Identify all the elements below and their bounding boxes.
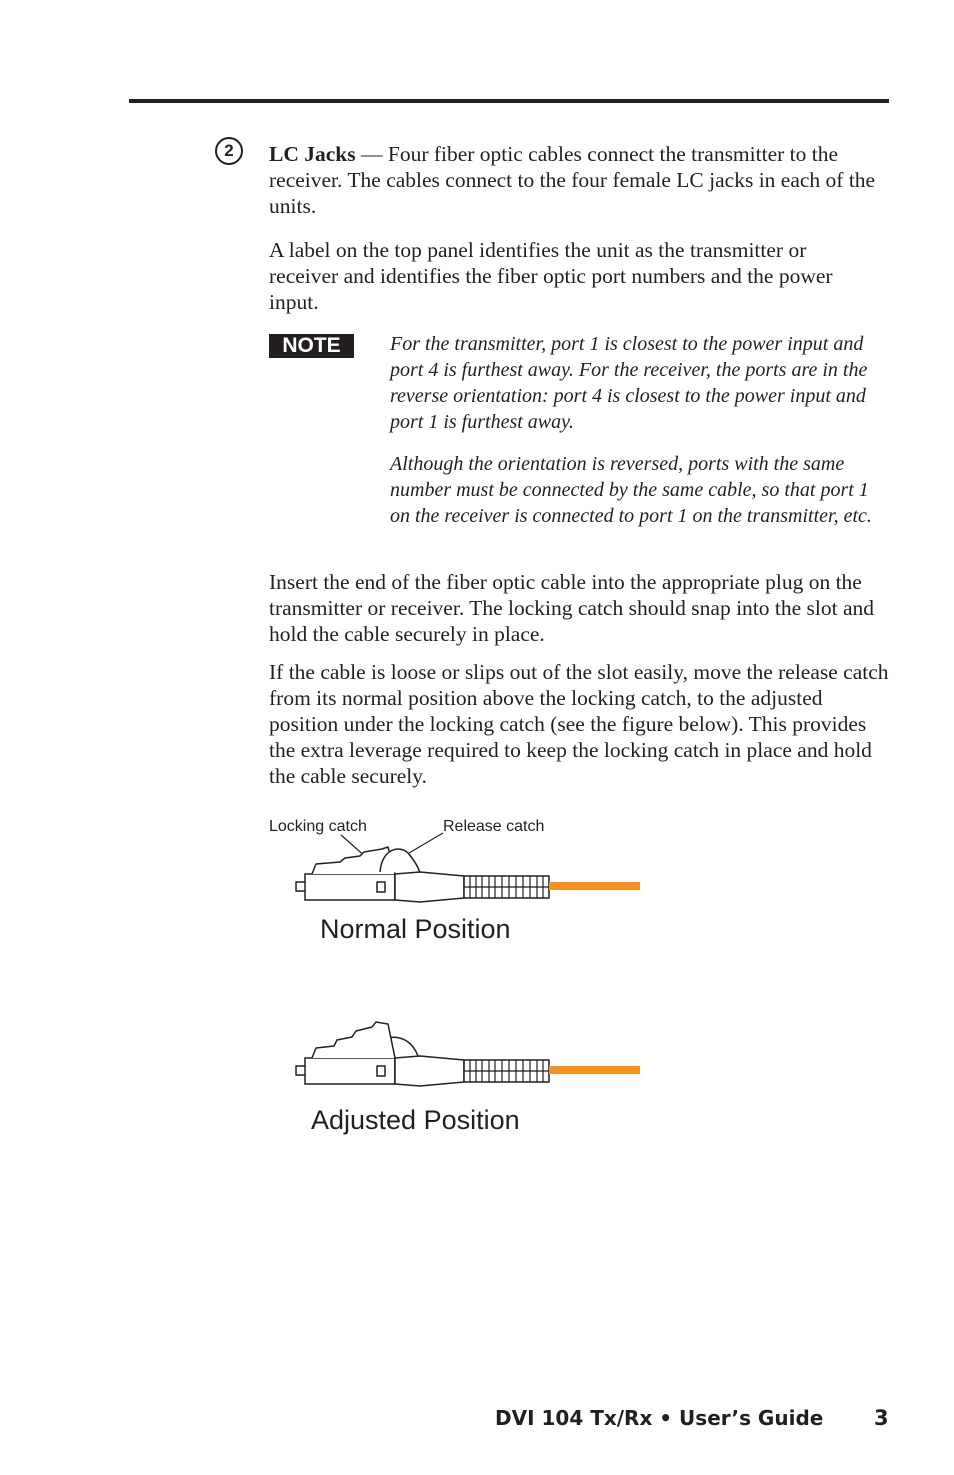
- boot-collar-normal: [395, 872, 464, 902]
- note-text-ports: For the transmitter, port 1 is closest to the power input and port 4 is furthest away. For the receiver, the ports are in the reverse orientation: port 4 is closest to the power input and port 1 is furthest away.: [390, 333, 868, 433]
- page-number: 3: [874, 1406, 889, 1430]
- adjusted-position-caption: Adjusted Position: [311, 1105, 520, 1135]
- label-paragraph: A label on the top panel identifies the unit as the transmitter or receiver and identifies the fiber optic port numbers and the power input.: [269, 238, 833, 314]
- connector-normal-position: [296, 847, 549, 902]
- lc-jacks-paragraph: [269, 141, 891, 219]
- normal-position-caption: Normal Position: [320, 914, 511, 944]
- lc-connector-figure: [280, 825, 660, 1095]
- header-rule: [129, 99, 889, 103]
- lc-jacks-heading: LC Jacks: [269, 142, 356, 166]
- callout-number-badge: 2: [215, 137, 243, 165]
- connector-adjusted-position: [296, 1022, 549, 1086]
- loose-cable-paragraph: If the cable is loose or slips out of the slot easily, move the release catch from its normal position above the locking catch, to the adjusted position under the locking catch (see the figure below). This provides the extra leverage required to keep the locking catch in place and hold the cable securely.: [269, 660, 889, 788]
- boot-collar-adjusted: [395, 1056, 464, 1086]
- release-catch-label: Release catch: [443, 818, 545, 835]
- housing-window-normal: [377, 882, 385, 892]
- footer-guide-title: DVI 104 Tx/Rx • User’s Guide: [495, 1406, 824, 1430]
- housing-window-adjusted: [377, 1066, 385, 1076]
- note-text-orientation: Although the orientation is reversed, ports with the same number must be connected by the same cable, so that port 1 on the receiver is connected to port 1 on the transmitter, etc.: [390, 453, 872, 527]
- locking-catch-label: Locking catch: [269, 818, 367, 835]
- fiber-cable-adjusted: [549, 1066, 640, 1074]
- insert-paragraph: Insert the end of the fiber optic cable into the appropriate plug on the transmitter or receiver. The locking catch should snap into the slot and hold the cable securely in place.: [269, 570, 875, 646]
- fiber-cable-normal: [549, 882, 640, 890]
- locking-catch-adjusted: [312, 1022, 395, 1058]
- note-badge: NOTE: [269, 334, 354, 358]
- lc-jacks-text: — Four fiber optic cables connect the transmitter to the receiver. The cables connect to the four female LC jacks in each of the units.: [269, 142, 876, 218]
